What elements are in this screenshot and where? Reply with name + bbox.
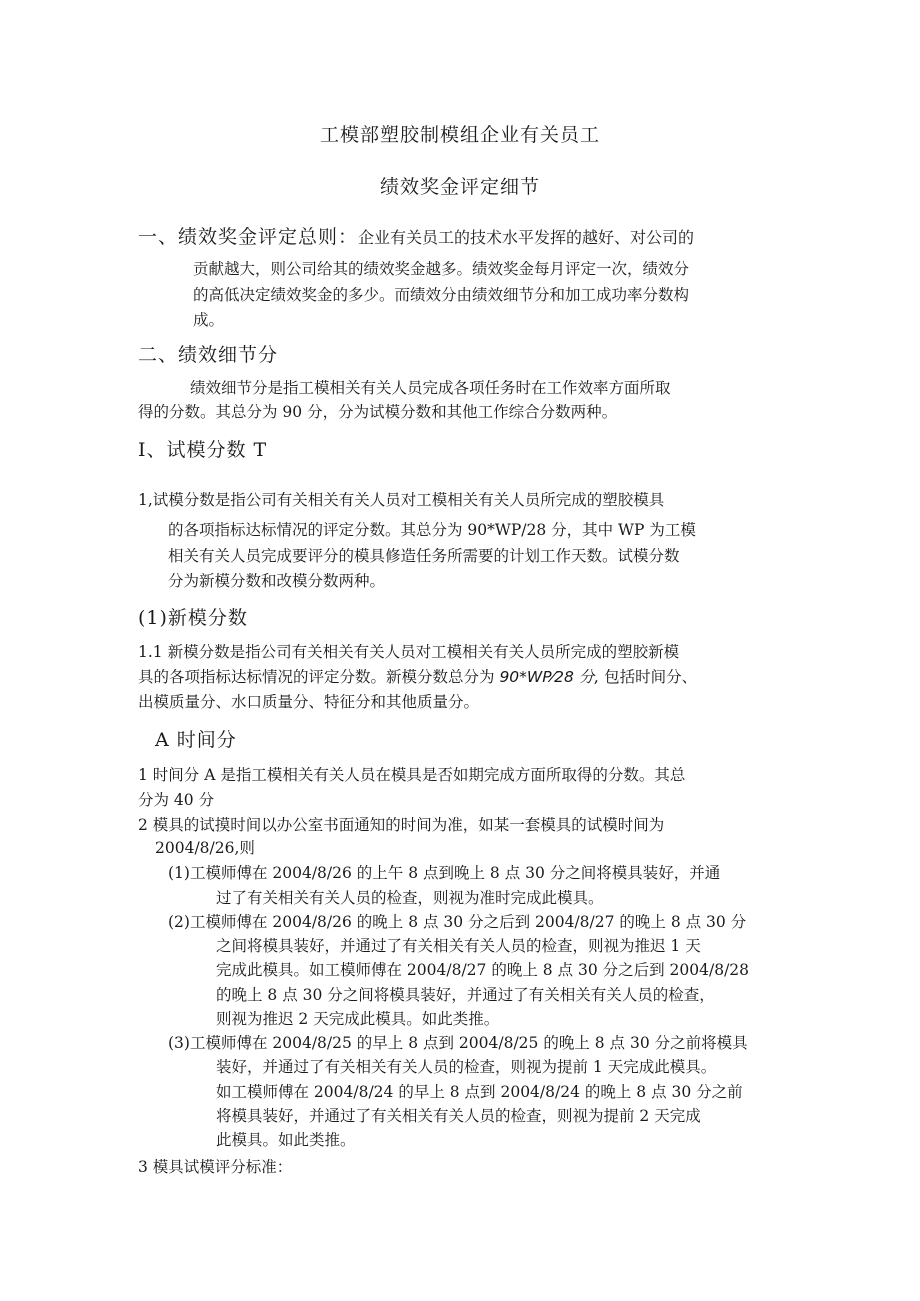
document-title: 工模部塑胶制模组企业有关员工	[319, 124, 600, 146]
document-subtitle: 绩效奖金评定细节	[379, 176, 540, 198]
time-sub3-line-5: 此模具。如此类推。	[216, 1131, 356, 1149]
time-sub1-line-2: 过了有关相关有关人员的检查，则视为准时完成此模具。	[216, 889, 604, 907]
new-mold-line-3: 出模质量分、水口质量分、特征分和其他质量分。	[138, 693, 480, 711]
section2-line-2: 得的分数。其总分为 90 分，分为试模分数和其他工作综合分数两种。	[138, 403, 618, 421]
time-sub3-line-4: 将模具装好，并通过了有关相关有关人员的检查，则视为提前 2 天完成	[216, 1107, 701, 1125]
time-sub2-line-4: 的晚上 8 点 30 分之间将模具装好，并通过了有关相关有关人员的检查，	[216, 986, 715, 1004]
time-score-heading: A 时间分	[155, 729, 237, 751]
section3-item1-line-2: 的各项指标达标情况的评定分数。其总分为 90*WP/28 分，其中 WP 为工模	[168, 521, 696, 539]
section2-heading: 二、绩效细节分	[138, 344, 279, 366]
section2-line-1: 绩效细节分是指工模相关有关人员完成各项任务时在工作效率方面所取	[190, 379, 671, 397]
section3-heading: I、试模分数 T	[138, 439, 268, 461]
time-sub2-line-3: 完成此模具。如工模师傅在 2004/8/27 的晚上 8 点 30 分之后到 2004/8/28	[216, 961, 750, 979]
time-sub1-line-1: (1)工模师傅在 2004/8/26 的上午 8 点到晚上 8 点 30 分之间将模具装好，并通	[168, 864, 721, 882]
time-item3: 3 模具试模评分标准：	[138, 1158, 293, 1176]
time-sub3-line-1: (3)工模师傅在 2004/8/25 的早上 8 点到 2004/8/25 的晚上 8 点 30 分之前将模具	[168, 1034, 748, 1052]
section3-item1-line-1: 1,试模分数是指公司有关相关有关人员对工模相关有关人员所完成的塑胶模具	[138, 491, 665, 509]
time-item1-line-1: 1 时间分 A 是指工模相关有关人员在模具是否如期完成方面所取得的分数。其总	[138, 766, 686, 784]
new-mold-formula: 90*WP⁄28 分,	[499, 668, 600, 686]
time-sub2-line-5: 则视为推迟 2 天完成此模具。如此类推。	[216, 1010, 500, 1028]
time-sub2-line-1: (2)工模师傅在 2004/8/26 的晚上 8 点 30 分之后到 2004/8/27 的晚上 8 点 30 分	[168, 913, 747, 931]
new-mold-line-2	[138, 665, 697, 689]
new-mold-line-1: 1.1 新模分数是指公司有关相关有关人员对工模相关有关人员所完成的塑胶新模	[138, 643, 680, 661]
section1-first-line: 企业有关员工的技术水平发挥的越好、对公司的	[358, 228, 695, 247]
new-mold-line-2-prefix: 具的各项指标达标情况的评定分数。新模分数总分为	[138, 668, 500, 686]
time-item2-line-2: 2004/8/26,则	[155, 839, 255, 857]
time-sub2-line-2: 之间将模具装好，并通过了有关相关有关人员的检查，则视为推迟 1 天	[216, 937, 701, 955]
section1-heading: 一、绩效奖金评定总则：	[138, 226, 359, 248]
time-item2-line-1: 2 模具的试摸时间以办公室书面通知的时间为准，如某一套模具的试模时间为	[138, 816, 665, 834]
section1-line-3: 成。	[193, 311, 225, 329]
section3-item1-line-3: 相关有关人员完成要评分的模具修造任务所需要的计划工作天数。试模分数	[168, 547, 680, 565]
new-mold-heading: (1)新模分数	[138, 607, 248, 629]
time-sub3-line-3: 如工模师傅在 2004/8/24 的早上 8 点到 2004/8/24 的晚上 8 点 30 分之前	[216, 1083, 743, 1101]
time-item1-line-2: 分为 40 分	[138, 791, 215, 809]
section3-item1-line-4: 分为新模分数和改模分数两种。	[168, 572, 386, 590]
section1-line-1: 贡献越大，则公司给其的绩效奖金越多。绩效奖金每月评定一次，绩效分	[193, 260, 690, 278]
time-sub3-line-2: 装好，并通过了有关相关有关人员的检查，则视为提前 1 天完成此模具。	[216, 1058, 717, 1076]
section1-heading-line	[138, 222, 694, 249]
section1-line-2: 的高低决定绩效奖金的多少。而绩效分由绩效细节分和加工成功率分数构	[193, 286, 690, 304]
new-mold-line-2-suffix: 包括时间分、	[599, 668, 698, 686]
